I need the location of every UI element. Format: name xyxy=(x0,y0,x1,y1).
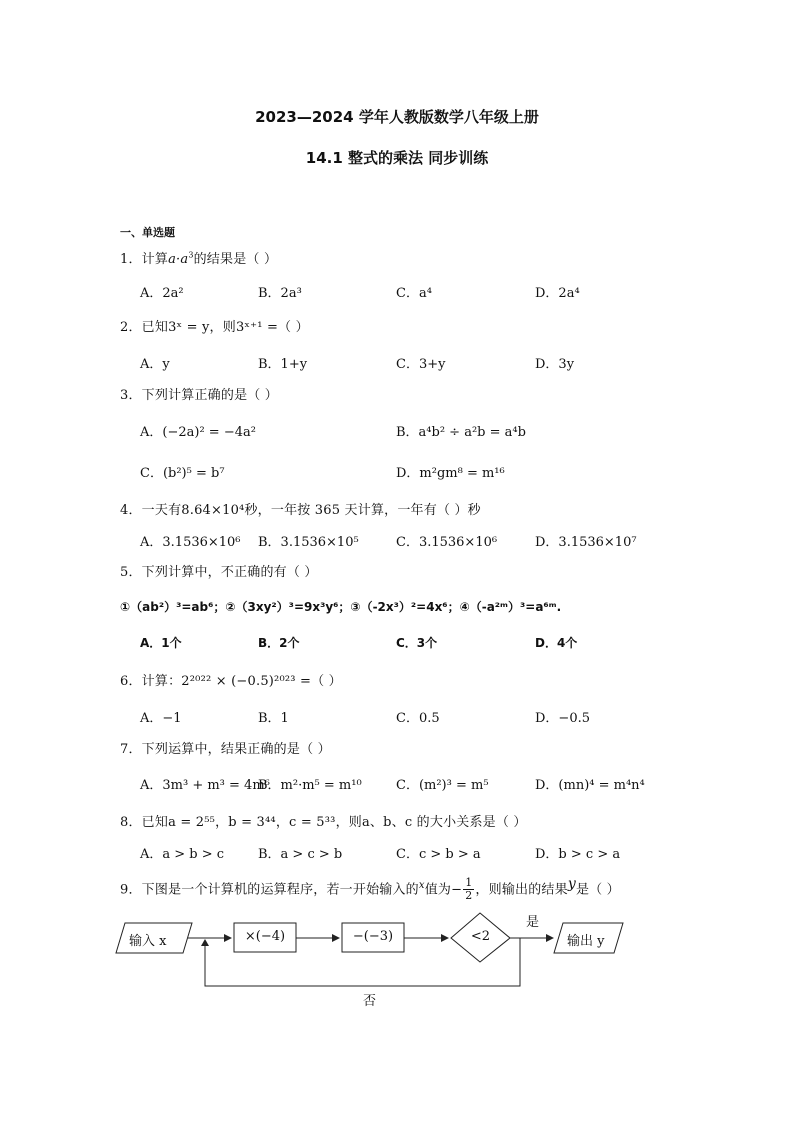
minus-sign: − xyxy=(451,882,463,898)
question-stem: 下图是一个计算机的运算程序，若一开始输入的 xyxy=(141,882,419,898)
option-a[interactable]: A．3m³ + m³ = 4m⁶ xyxy=(140,778,270,793)
option-a[interactable]: A．2a² xyxy=(140,286,184,301)
section-heading: 一、单选题 xyxy=(120,226,175,239)
variable-x: x xyxy=(418,880,425,891)
option-b[interactable]: B．m²·m⁵ = m¹⁰ xyxy=(258,778,362,793)
question-stem-end: 的结果是（ ） xyxy=(193,252,278,267)
question-number: 8． xyxy=(120,815,142,830)
option-a[interactable]: A．3.1536×10⁶ xyxy=(140,535,241,550)
question-stem: 已知3ˣ = y，则3ˣ⁺¹ =（ ） xyxy=(141,320,309,335)
option-b[interactable]: B．3.1536×10⁵ xyxy=(258,535,359,550)
question-number: 5． xyxy=(120,565,142,580)
option-c[interactable]: C．a⁴ xyxy=(396,286,432,301)
flowchart-no-label: 否 xyxy=(363,994,377,1009)
option-c[interactable]: C．3个 xyxy=(396,636,438,650)
question-number: 3． xyxy=(120,388,142,403)
question-stem: 计算 xyxy=(141,252,169,267)
question-number: 2． xyxy=(120,320,142,335)
fraction-denominator: 2 xyxy=(465,889,473,903)
question-stem: 下列计算正确的是（ ） xyxy=(141,388,279,403)
page-subtitle: 14.1 整式的乘法 同步训练 xyxy=(305,149,489,167)
question-stem-2: 值为 xyxy=(424,882,452,898)
flowchart-yes-label: 是 xyxy=(526,915,540,930)
question-stem: 一天有8.64×10⁴秒，一年按 365 天计算，一年有（ ）秒 xyxy=(141,503,481,518)
question-stem: 已知a = 2⁵⁵，b = 3⁴⁴，c = 5³³，则a、b、c 的大小关系是（ ） xyxy=(141,815,527,830)
question-stem: 计算：2²⁰²² × (−0.5)²⁰²³ =（ ） xyxy=(141,674,342,689)
option-c[interactable]: C．(b²)⁵ = b⁷ xyxy=(140,466,225,481)
option-d[interactable]: D．m²gm⁸ = m¹⁶ xyxy=(396,466,505,481)
option-b[interactable]: B．2a³ xyxy=(258,286,302,301)
option-b[interactable]: B．a > c > b xyxy=(258,847,343,862)
option-d[interactable]: D．3.1536×10⁷ xyxy=(535,535,637,550)
option-a[interactable]: A．a > b > c xyxy=(140,847,225,862)
question-expression: a·a xyxy=(168,252,189,267)
option-c[interactable]: C．3.1536×10⁶ xyxy=(396,535,498,550)
flowchart-input-label: 输入 x xyxy=(129,934,167,949)
question-stem: 下列运算中，结果正确的是（ ） xyxy=(141,742,331,757)
question-number: 4． xyxy=(120,503,142,518)
flowchart-step1-label: ×(−4) xyxy=(244,929,286,944)
question-stem-4: 是（ ） xyxy=(575,882,620,898)
flowchart-step2-label: −(−3) xyxy=(352,929,394,944)
option-c[interactable]: C．(m²)³ = m⁵ xyxy=(396,778,489,793)
option-d[interactable]: D．3y xyxy=(535,357,575,372)
question-1: 1．计算$a\cdot a^3$的结果是（ ） xyxy=(120,250,278,267)
option-d[interactable]: D．−0.5 xyxy=(535,711,590,726)
option-a[interactable]: A．(−2a)² = −4a² xyxy=(140,425,256,440)
question-number: 6． xyxy=(120,674,142,689)
option-d[interactable]: D．2a⁴ xyxy=(535,286,580,301)
option-d[interactable]: D．b > c > a xyxy=(535,847,621,862)
option-b[interactable]: B．1+y xyxy=(258,357,308,372)
option-c[interactable]: C．c > b > a xyxy=(396,847,481,862)
option-a[interactable]: A．y xyxy=(140,357,170,372)
question-number: 7． xyxy=(120,742,142,757)
option-d[interactable]: D．(mn)⁴ = m⁴n⁴ xyxy=(535,778,645,793)
option-b[interactable]: B．2个 xyxy=(258,636,300,650)
fraction-numerator: 1 xyxy=(465,876,473,890)
question-number: 1． xyxy=(120,252,142,267)
option-a[interactable]: A．−1 xyxy=(140,711,182,726)
question-5-statements: ①（ab²）³=ab⁶；②（3xy²）³=9x³y⁶；③（-2x³）²=4x⁶；④（-a²ᵐ）³=a⁶ᵐ. xyxy=(120,600,562,614)
question-stem-3: ，则输出的结果 xyxy=(475,882,568,898)
flowchart-output-label: 输出 y xyxy=(567,934,605,949)
variable-y: y xyxy=(567,876,576,892)
page-title: 2023—2024 学年人教版数学八年级上册 xyxy=(255,108,539,126)
option-a[interactable]: A．1个 xyxy=(140,636,182,650)
flowchart-condition-label: <2 xyxy=(470,929,491,944)
option-c[interactable]: C．3+y xyxy=(396,357,446,372)
question-stem: 下列计算中，不正确的有（ ） xyxy=(141,565,318,580)
question-number: 9． xyxy=(120,882,142,898)
option-c[interactable]: C．0.5 xyxy=(396,711,440,726)
option-b[interactable]: B．1 xyxy=(258,711,289,726)
option-d[interactable]: D．4个 xyxy=(535,636,578,650)
option-b[interactable]: B．a⁴b² ÷ a²b = a⁴b xyxy=(396,425,526,440)
loop-arrowhead xyxy=(201,939,209,946)
